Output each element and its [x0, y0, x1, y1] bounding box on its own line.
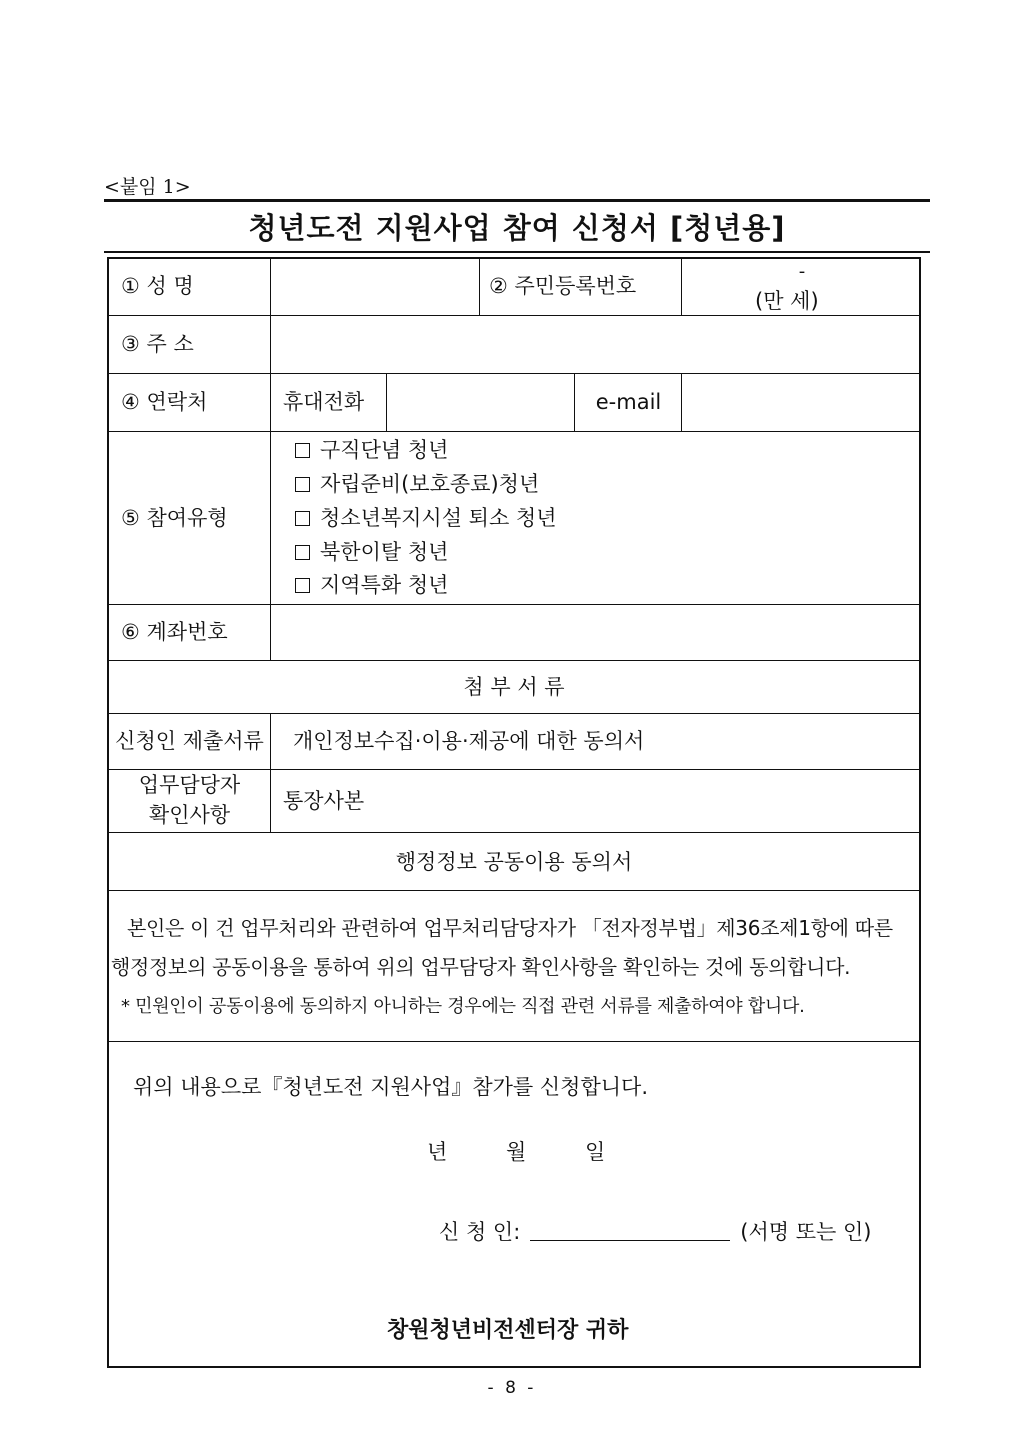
consent-header: 행정정보 공동이용 동의서 — [395, 850, 633, 874]
cell-divider — [479, 259, 480, 315]
type-option[interactable]: 북한이탈 청년 — [295, 539, 448, 565]
row-divider — [109, 660, 919, 661]
application-form — [107, 257, 921, 1368]
addressee: 창원청년비전센터장 귀하 — [387, 1318, 629, 1343]
staff-check-value: 통장사본 — [283, 789, 365, 813]
row-divider — [109, 713, 919, 714]
email-label: e-mail — [595, 390, 662, 414]
type-option[interactable]: 청소년복지시설 퇴소 청년 — [295, 505, 557, 531]
row-divider — [109, 373, 919, 374]
attachments-header: 첨 부 서 류 — [463, 675, 565, 699]
row-divider — [109, 769, 919, 770]
checkbox-icon[interactable] — [295, 545, 310, 560]
applicant-signature-row: 신 청 인: (서명 또는 인) — [439, 1220, 872, 1244]
checkbox-icon[interactable] — [295, 511, 310, 526]
date-month: 월 — [506, 1140, 527, 1164]
cell-divider — [386, 373, 387, 431]
type-option[interactable]: 구직단념 청년 — [295, 437, 448, 463]
title-bottom-rule — [104, 251, 930, 253]
row-divider — [109, 1041, 919, 1042]
checkbox-icon[interactable] — [295, 477, 310, 492]
rrn-dash: - — [798, 261, 806, 282]
rrn-label: ② 주민등록번호 — [489, 274, 637, 298]
staff-check-label: 업무담당자 — [138, 773, 241, 797]
page-number: - 8 - — [487, 1378, 537, 1398]
row-divider — [109, 315, 919, 316]
consent-note: * 민원인이 공동이용에 동의하지 아니하는 경우에는 직접 관련 서류를 제출하여야 합니다. — [121, 996, 805, 1017]
applicant-documents-label: 신청인 제출서류 — [115, 729, 264, 753]
application-statement: 위의 내용으로『청년도전 지원사업』참가를 신청합니다. — [133, 1075, 648, 1099]
cell-divider — [574, 373, 575, 431]
date-year: 년 — [427, 1140, 448, 1164]
attachment-label: <붙임 1> — [104, 176, 191, 198]
applicant-documents-value: 개인정보수집·이용·제공에 대한 동의서 — [293, 729, 645, 753]
date-day: 일 — [585, 1140, 606, 1164]
account-label: ⑥ 계좌번호 — [121, 620, 228, 644]
consent-line: 행정정보의 공동이용을 통하여 위의 업무담당자 확인사항을 확인하는 것에 동의합니다. — [111, 955, 851, 979]
name-label: ① 성 명 — [121, 274, 194, 298]
participation-type-label: ⑤ 참여유형 — [121, 506, 228, 530]
type-option[interactable]: 자립준비(보호종료)청년 — [295, 471, 539, 497]
age-label: (만 세) — [755, 289, 819, 313]
row-divider — [109, 890, 919, 891]
row-divider — [109, 604, 919, 605]
signature-line[interactable] — [530, 1222, 730, 1241]
document-title: 청년도전 지원사업 참여 신청서 [청년용] — [248, 211, 786, 245]
label-column-divider — [270, 259, 271, 660]
row-divider — [109, 431, 919, 432]
type-option[interactable]: 지역특화 청년 — [295, 572, 448, 598]
checkbox-icon[interactable] — [295, 578, 310, 593]
contact-label: ④ 연락처 — [121, 390, 208, 414]
address-label: ③ 주 소 — [121, 332, 194, 356]
mobile-label: 휴대전화 — [283, 390, 365, 414]
consent-line: 본인은 이 건 업무처리와 관련하여 업무처리담당자가 「전자정부법」제36조제1항에 따른 — [127, 916, 893, 940]
row-divider — [109, 832, 919, 833]
cell-divider — [681, 259, 682, 315]
staff-check-label: 확인사항 — [148, 803, 231, 827]
title-top-rule — [104, 199, 930, 202]
checkbox-icon[interactable] — [295, 443, 310, 458]
label-column-divider — [270, 713, 271, 832]
cell-divider — [681, 373, 682, 431]
